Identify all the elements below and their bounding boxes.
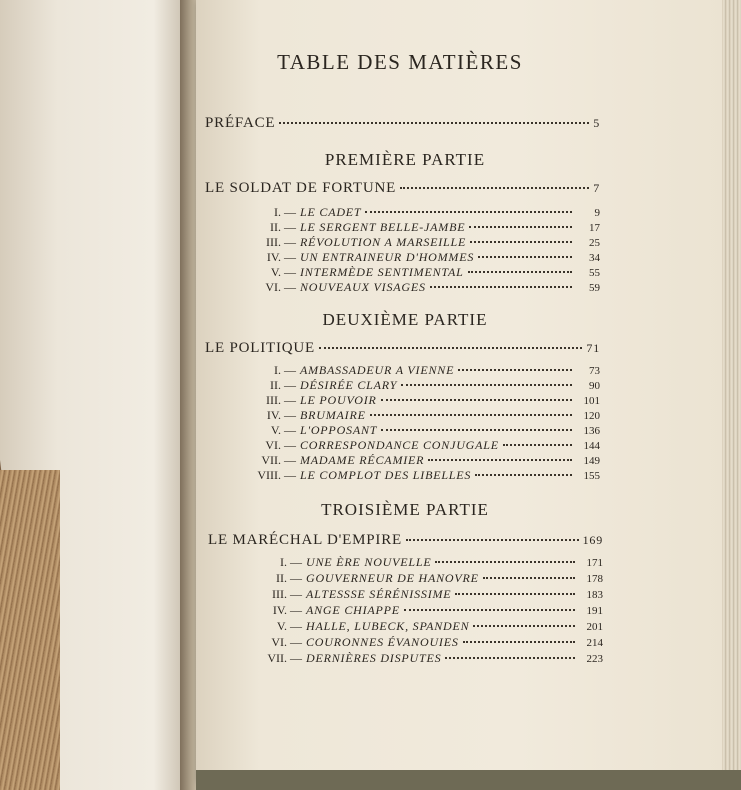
chapter-page: 17 <box>589 222 600 234</box>
dot-leader <box>445 657 575 659</box>
chapter-page: 191 <box>586 605 603 617</box>
dot-leader <box>404 609 575 611</box>
chapter-title: COURONNES ÉVANOUIES <box>306 635 459 649</box>
dot-leader <box>370 414 572 416</box>
chapter-number: VII. — <box>261 453 296 467</box>
chapter-title: NOUVEAUX VISAGES <box>300 280 426 294</box>
chapter-title: LE POUVOIR <box>300 393 377 407</box>
chapter-title: DERNIÈRES DISPUTES <box>306 651 442 665</box>
chapter-title: LE CADET <box>300 205 362 219</box>
chapter-page: 55 <box>589 267 600 279</box>
dot-leader <box>455 593 575 595</box>
chapter-page: 149 <box>583 455 600 467</box>
section-page: 71 <box>586 341 600 355</box>
dot-leader <box>365 211 572 213</box>
chapter-title: HALLE, LUBECK, SPANDEN <box>306 619 470 633</box>
chapter-page: 90 <box>589 380 600 392</box>
section-page: 7 <box>593 181 600 195</box>
chapter-number: I. — <box>280 555 302 569</box>
chapter-title: DÉSIRÉE CLARY <box>300 378 398 392</box>
chapter-page: 101 <box>583 395 600 407</box>
chapter-page: 171 <box>586 557 603 569</box>
chapter-number: II. — <box>270 220 296 234</box>
dot-leader <box>463 641 575 643</box>
dot-leader <box>473 625 575 627</box>
dot-leader <box>381 399 572 401</box>
part-heading: DEUXIÈME PARTIE <box>322 310 488 329</box>
chapter-title: LE SERGENT BELLE-JAMBE <box>300 220 466 234</box>
toc-chapter <box>246 649 603 667</box>
chapter-title: GOUVERNEUR DE HANOVRE <box>306 571 479 585</box>
dot-leader <box>475 474 572 476</box>
chapter-page: 73 <box>589 365 600 377</box>
chapter-page: 223 <box>586 653 603 665</box>
toc-section <box>208 532 603 549</box>
chapter-number: VI. — <box>265 438 296 452</box>
toc-section <box>205 340 600 357</box>
section-label: LE MARÉCHAL D'EMPIRE <box>208 532 402 548</box>
chapter-number: VI. — <box>271 635 302 649</box>
entry-page: 5 <box>593 116 600 130</box>
chapter-title: UN ENTRAINEUR D'HOMMES <box>300 250 475 264</box>
dot-leader <box>406 539 579 541</box>
chapter-page: 136 <box>583 425 600 437</box>
chapter-page: 178 <box>586 573 603 585</box>
chapter-number: VII. — <box>267 651 302 665</box>
dot-leader <box>428 459 572 461</box>
chapter-number: III. — <box>272 587 302 601</box>
dot-leader <box>381 429 572 431</box>
chapter-title: RÉVOLUTION A MARSEILLE <box>300 235 467 249</box>
dot-leader <box>483 577 575 579</box>
dot-leader <box>279 122 589 124</box>
dot-leader <box>478 256 572 258</box>
chapter-number: VIII. — <box>257 468 296 482</box>
chapter-title: BRUMAIRE <box>300 408 366 422</box>
dot-leader <box>469 226 572 228</box>
chapter-number: I. — <box>274 205 296 219</box>
chapter-page: 214 <box>586 637 603 649</box>
chapter-number: VI. — <box>265 280 296 294</box>
chapter-number: IV. — <box>266 250 296 264</box>
dot-leader <box>435 561 575 563</box>
chapter-number: V. — <box>276 619 302 633</box>
toc-title: TABLE DES MATIÈRES <box>277 50 523 74</box>
chapter-number: IV. — <box>272 603 302 617</box>
chapter-title: L'OPPOSANT <box>300 423 378 437</box>
dot-leader <box>400 187 589 189</box>
chapter-title: MADAME RÉCAMIER <box>300 453 425 467</box>
dot-leader <box>503 444 572 446</box>
section-label: LE SOLDAT DE FORTUNE <box>205 180 397 196</box>
chapter-page: 144 <box>583 440 600 452</box>
chapter-page: 59 <box>589 282 600 294</box>
entry-label: PRÉFACE <box>205 115 276 131</box>
toc-entry-preface <box>205 115 600 132</box>
toc-chapter <box>240 466 600 484</box>
chapter-page: 34 <box>589 252 600 264</box>
chapter-number: IV. — <box>266 408 296 422</box>
dot-leader <box>470 241 572 243</box>
chapter-number: I. — <box>274 363 296 377</box>
chapter-number: II. — <box>270 378 296 392</box>
chapter-number: II. — <box>276 571 302 585</box>
dot-leader <box>458 369 572 371</box>
chapter-page: 9 <box>594 207 600 219</box>
chapter-title: LE COMPLOT DES LIBELLES <box>300 468 472 482</box>
section-label: LE POLITIQUE <box>205 340 315 356</box>
chapter-number: V. — <box>270 265 296 279</box>
chapter-page: 120 <box>583 410 600 422</box>
chapter-page: 25 <box>589 237 600 249</box>
chapter-title: UNE ÈRE NOUVELLE <box>306 555 432 569</box>
dot-leader <box>430 286 572 288</box>
chapter-number: V. — <box>270 423 296 437</box>
dot-leader <box>401 384 572 386</box>
chapter-title: ANGE CHIAPPE <box>306 603 400 617</box>
chapter-page: 183 <box>586 589 603 601</box>
chapter-number: III. — <box>266 235 296 249</box>
part-heading: PREMIÈRE PARTIE <box>324 150 486 169</box>
chapter-number: III. — <box>266 393 296 407</box>
chapter-title: ALTESSSE SÉRÉNISSIME <box>306 587 452 601</box>
chapter-page: 155 <box>583 470 600 482</box>
dot-leader <box>319 347 582 349</box>
chapter-page: 201 <box>586 621 603 633</box>
toc-section <box>205 180 600 197</box>
chapter-title: AMBASSADEUR A VIENNE <box>300 363 455 377</box>
chapter-title: INTERMÈDE SENTIMENTAL <box>300 265 464 279</box>
chapter-title: CORRESPONDANCE CONJUGALE <box>300 438 499 452</box>
toc-chapter <box>240 278 600 296</box>
dot-leader <box>468 271 572 273</box>
section-page: 169 <box>582 533 603 547</box>
part-heading: TROISIÈME PARTIE <box>321 500 489 519</box>
